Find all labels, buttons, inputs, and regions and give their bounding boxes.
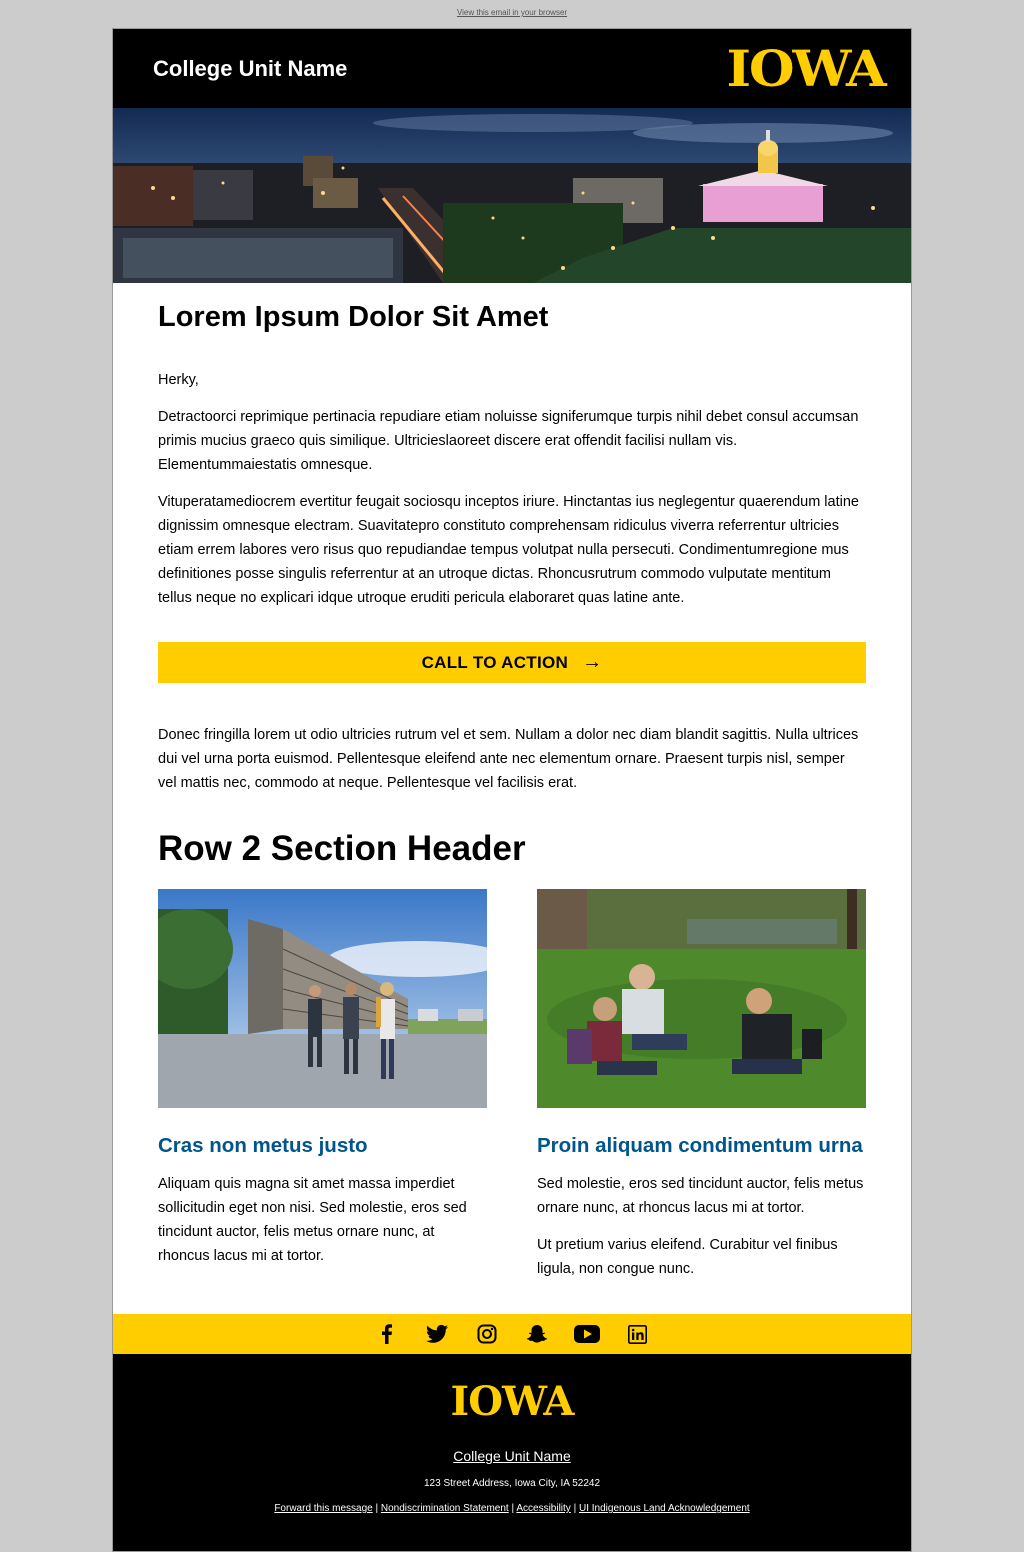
- linkedin-icon[interactable]: [612, 1325, 662, 1344]
- footer-address: 123 Street Address, Iowa City, IA 52242: [423, 1478, 601, 1489]
- column-left: [158, 889, 487, 1294]
- email-footer: [113, 1354, 911, 1551]
- call-to-action-button[interactable]: [158, 642, 866, 683]
- snapchat-icon[interactable]: [512, 1324, 562, 1345]
- view-in-browser-link[interactable]: View this email in your browser: [456, 8, 568, 17]
- link-separator: |: [511, 1503, 515, 1514]
- body-paragraph: Detractoorci reprimique pertinacia repudiare etiam noluisse signiferumque turpis nihil debet consul accumsan primis mucius graeco quis similique. Ultricieslaoreet discere erat offendit facilisi nullam vis. Elementummaiestatis omnesque.: [158, 409, 859, 473]
- iowa-logo-footer[interactable]: IOWA: [450, 1378, 574, 1425]
- accessibility-link[interactable]: Accessibility: [516, 1503, 571, 1514]
- youtube-icon[interactable]: [562, 1325, 612, 1343]
- column-paragraph: Sed molestie, eros sed tincidunt auctor, felis metus ornare nunc, at rhoncus lacus mi at tortor.: [537, 1176, 864, 1216]
- preheader: [0, 8, 1024, 17]
- column-title: Proin aliquam condimentum urna: [537, 1134, 863, 1157]
- row2-section-header: Row 2 Section Header: [158, 829, 526, 868]
- link-separator: |: [375, 1503, 379, 1514]
- column-paragraph: Aliquam quis magna sit amet massa imperdiet sollicitudin eget non nisi. Sed molestie, eros sed tincidunt auctor, felis metus ornare nunc, at rhoncus lacus mi at tortor.: [158, 1176, 467, 1264]
- column-title: Cras non metus justo: [158, 1134, 368, 1157]
- iowa-logo[interactable]: IOWA: [726, 39, 885, 98]
- two-column-row: [158, 889, 866, 1294]
- column-paragraph: Ut pretium varius eleifend. Curabitur vel finibus ligula, non congue nunc.: [537, 1237, 838, 1277]
- facebook-icon[interactable]: [362, 1324, 412, 1344]
- main-title: Lorem Ipsum Dolor Sit Amet: [158, 301, 549, 333]
- students-walking-dorm-image: [158, 889, 487, 1108]
- closing-paragraph: Donec fringilla lorem ut odio ultricies rutrum vel et sem. Nullam a dolor nec diam blandit sagittis. Nulla ultrices dui vel urna porta euismod. Pellentesque eleifend ante nec elementum ornare. Praesent turpis nisl, semper vel mattis nec, commodo at neque. Pellentesque vel facilisis erat.: [158, 727, 859, 791]
- body-paragraph: Vituperatamediocrem evertitur feugait sociosqu inceptos iriure. Hinctantas ius neglegentur quaerendum latine dignissim omnesque electram. Suavitatepro constituto comprehensam ridiculus viverra referrentur ultricies etiam errem labores vero risus quo repudiandae tempus volutpat nulla persecuti. Condimentumregione mus definitiones posse singulis referrentur at an utroque dictas. Rhoncusrutrum commodo vulputate mentitum tellus neque no explicari idque utroque eruditi pericula elaboraret quas latine ante.: [158, 494, 859, 606]
- main-content: [113, 301, 911, 1294]
- footer-links: [113, 1503, 911, 1514]
- forward-message-link[interactable]: Forward this message: [274, 1503, 373, 1514]
- students-sitting-grass-image: [537, 889, 866, 1108]
- column-right: [537, 889, 866, 1294]
- campus-night-skyline-image: [113, 108, 911, 283]
- greeting: Herky,: [158, 372, 199, 388]
- email-container: [112, 28, 912, 1552]
- footer-unit-name-link[interactable]: College Unit Name: [453, 1448, 571, 1464]
- cta-label: CALL TO ACTION: [421, 653, 569, 672]
- email-header: [113, 29, 911, 108]
- twitter-icon[interactable]: [412, 1324, 462, 1344]
- hero-image: [113, 108, 911, 283]
- nondiscrimination-link[interactable]: Nondiscrimination Statement: [380, 1503, 509, 1514]
- instagram-icon[interactable]: [462, 1324, 512, 1344]
- land-acknowledgement-link[interactable]: UI Indigenous Land Acknowledgement: [578, 1503, 750, 1514]
- link-separator: |: [573, 1503, 577, 1514]
- arrow-right-icon: →: [582, 651, 603, 673]
- social-bar: [113, 1314, 911, 1354]
- header-unit-name: College Unit Name: [153, 56, 348, 81]
